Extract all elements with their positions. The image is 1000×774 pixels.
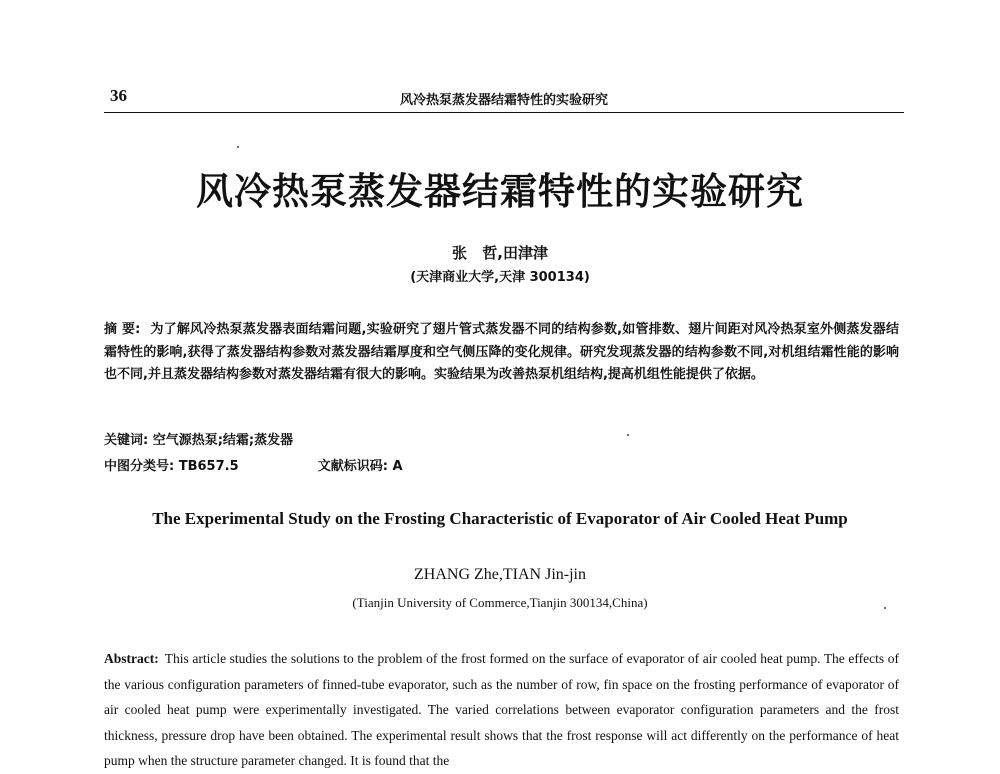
scan-speck <box>237 146 239 148</box>
doc-code-label: 文献标识码: <box>317 459 388 474</box>
chinese-abstract <box>104 319 899 387</box>
english-affiliation: (Tianjin University of Commerce,Tianjin 300134,China) <box>352 595 648 610</box>
english-authors: ZHANG Zhe,TIAN Jin-jin <box>414 566 586 583</box>
running-title: 风冷热泵蒸发器结霜特性的实验研究 <box>399 93 608 108</box>
clc-label: 中图分类号: <box>104 459 175 474</box>
chinese-affiliation: (天津商业大学,天津 300134) <box>410 270 590 285</box>
keywords-value: 空气源热泵;结霜;蒸发器 <box>152 433 294 448</box>
keywords-label: 关键词: <box>104 433 149 448</box>
doc-code-value: A <box>392 459 403 474</box>
english-abstract <box>104 646 899 774</box>
english-abstract-text: This article studies the solutions to the problem of the frost formed on the surface of evaporator of air cooled heat pump. The effects of the various configuration parameters of finned-tube evaporator, such as the number of row, fin space on the frosting performance of evaporator of air cooled heat pump were experimentally investigated. The varied correlations between evaporator configuration parameters and the frost thickness, pressure drop have been obtained. The experimental result shows that the frost response will act differently on the performance of heat pump when the structure parameter changed. It is found that the <box>104 651 899 768</box>
classification-line <box>104 455 403 474</box>
chinese-title: 风冷热泵蒸发器结霜特性的实验研究 <box>196 169 804 213</box>
running-header <box>104 82 904 113</box>
chinese-authors: 张 哲,田津津 <box>452 244 548 262</box>
english-abstract-label: Abstract: <box>104 651 159 666</box>
chinese-keywords <box>104 429 293 448</box>
page-number: 36 <box>110 86 127 105</box>
chinese-abstract-label: 摘 要: <box>104 322 141 337</box>
english-title: The Experimental Study on the Frosting Characteristic of Evaporator of Air Cooled Heat Pump <box>152 509 848 528</box>
clc-value: TB657.5 <box>178 459 239 474</box>
scan-speck <box>627 434 629 436</box>
chinese-abstract-text: 为了解风冷热泵蒸发器表面结霜问题,实验研究了翅片管式蒸发器不同的结构参数,如管排数、翅片间距对风冷热泵室外侧蒸发器结霜特性的影响,获得了蒸发器结构参数对蒸发器结霜厚度和空气侧压降的变化规律。研究发现蒸发器的结构参数不同,对机组结霜性能的影响也不同,并且蒸发器结构参数对蒸发器结霜有很大的影响。实验结果为改善热泵机组结构,提高机组性能提供了依据。 <box>104 322 899 382</box>
